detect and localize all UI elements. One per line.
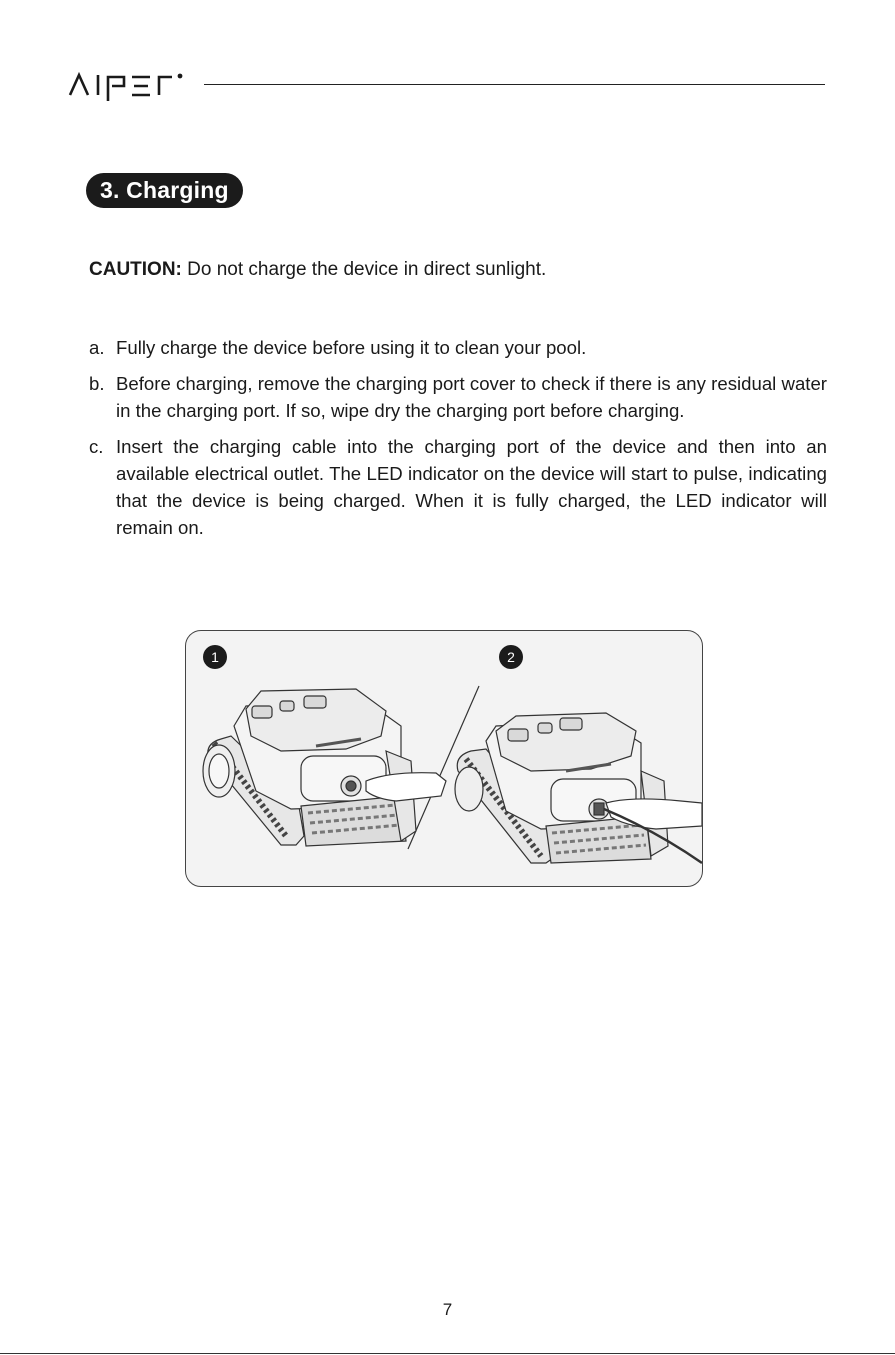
list-item xyxy=(89,370,827,424)
step-text: Insert the charging cable into the charging port of the device and then into an available electrical outlet. The LED indicator on the device will start to pulse, indicating that the device is being charged. When it is fully charged, the LED indicator will remain on. xyxy=(116,436,827,538)
page-bottom-divider xyxy=(0,1353,895,1354)
step-text: Fully charge the device before using it to clean your pool. xyxy=(116,337,587,358)
robot-charging-drawing xyxy=(186,631,702,886)
instruction-list xyxy=(89,334,827,550)
panel-number: 1 xyxy=(211,649,219,665)
list-item xyxy=(89,433,827,541)
charging-illustration xyxy=(185,630,703,887)
pool-robot-icon xyxy=(455,713,702,863)
list-item xyxy=(89,334,827,361)
page-number: 7 xyxy=(442,1300,453,1319)
pool-robot-icon xyxy=(203,689,446,846)
step-text: Before charging, remove the charging port cover to check if there is any residual water in the charging port. If so, wipe dry the charging port before charging. xyxy=(116,373,827,421)
step-letter: b. xyxy=(89,373,105,394)
aiper-logo xyxy=(68,66,192,104)
panel-number: 2 xyxy=(507,649,515,665)
caution-note xyxy=(89,258,546,282)
section-title: 3. Charging xyxy=(86,173,243,208)
step-letter: a. xyxy=(89,337,105,358)
page-header xyxy=(68,66,828,106)
header-divider xyxy=(204,84,825,85)
caution-label: CAUTION: xyxy=(89,259,182,280)
caution-text: Do not charge the device in direct sunlight. xyxy=(187,259,547,280)
step-letter: c. xyxy=(89,436,104,457)
